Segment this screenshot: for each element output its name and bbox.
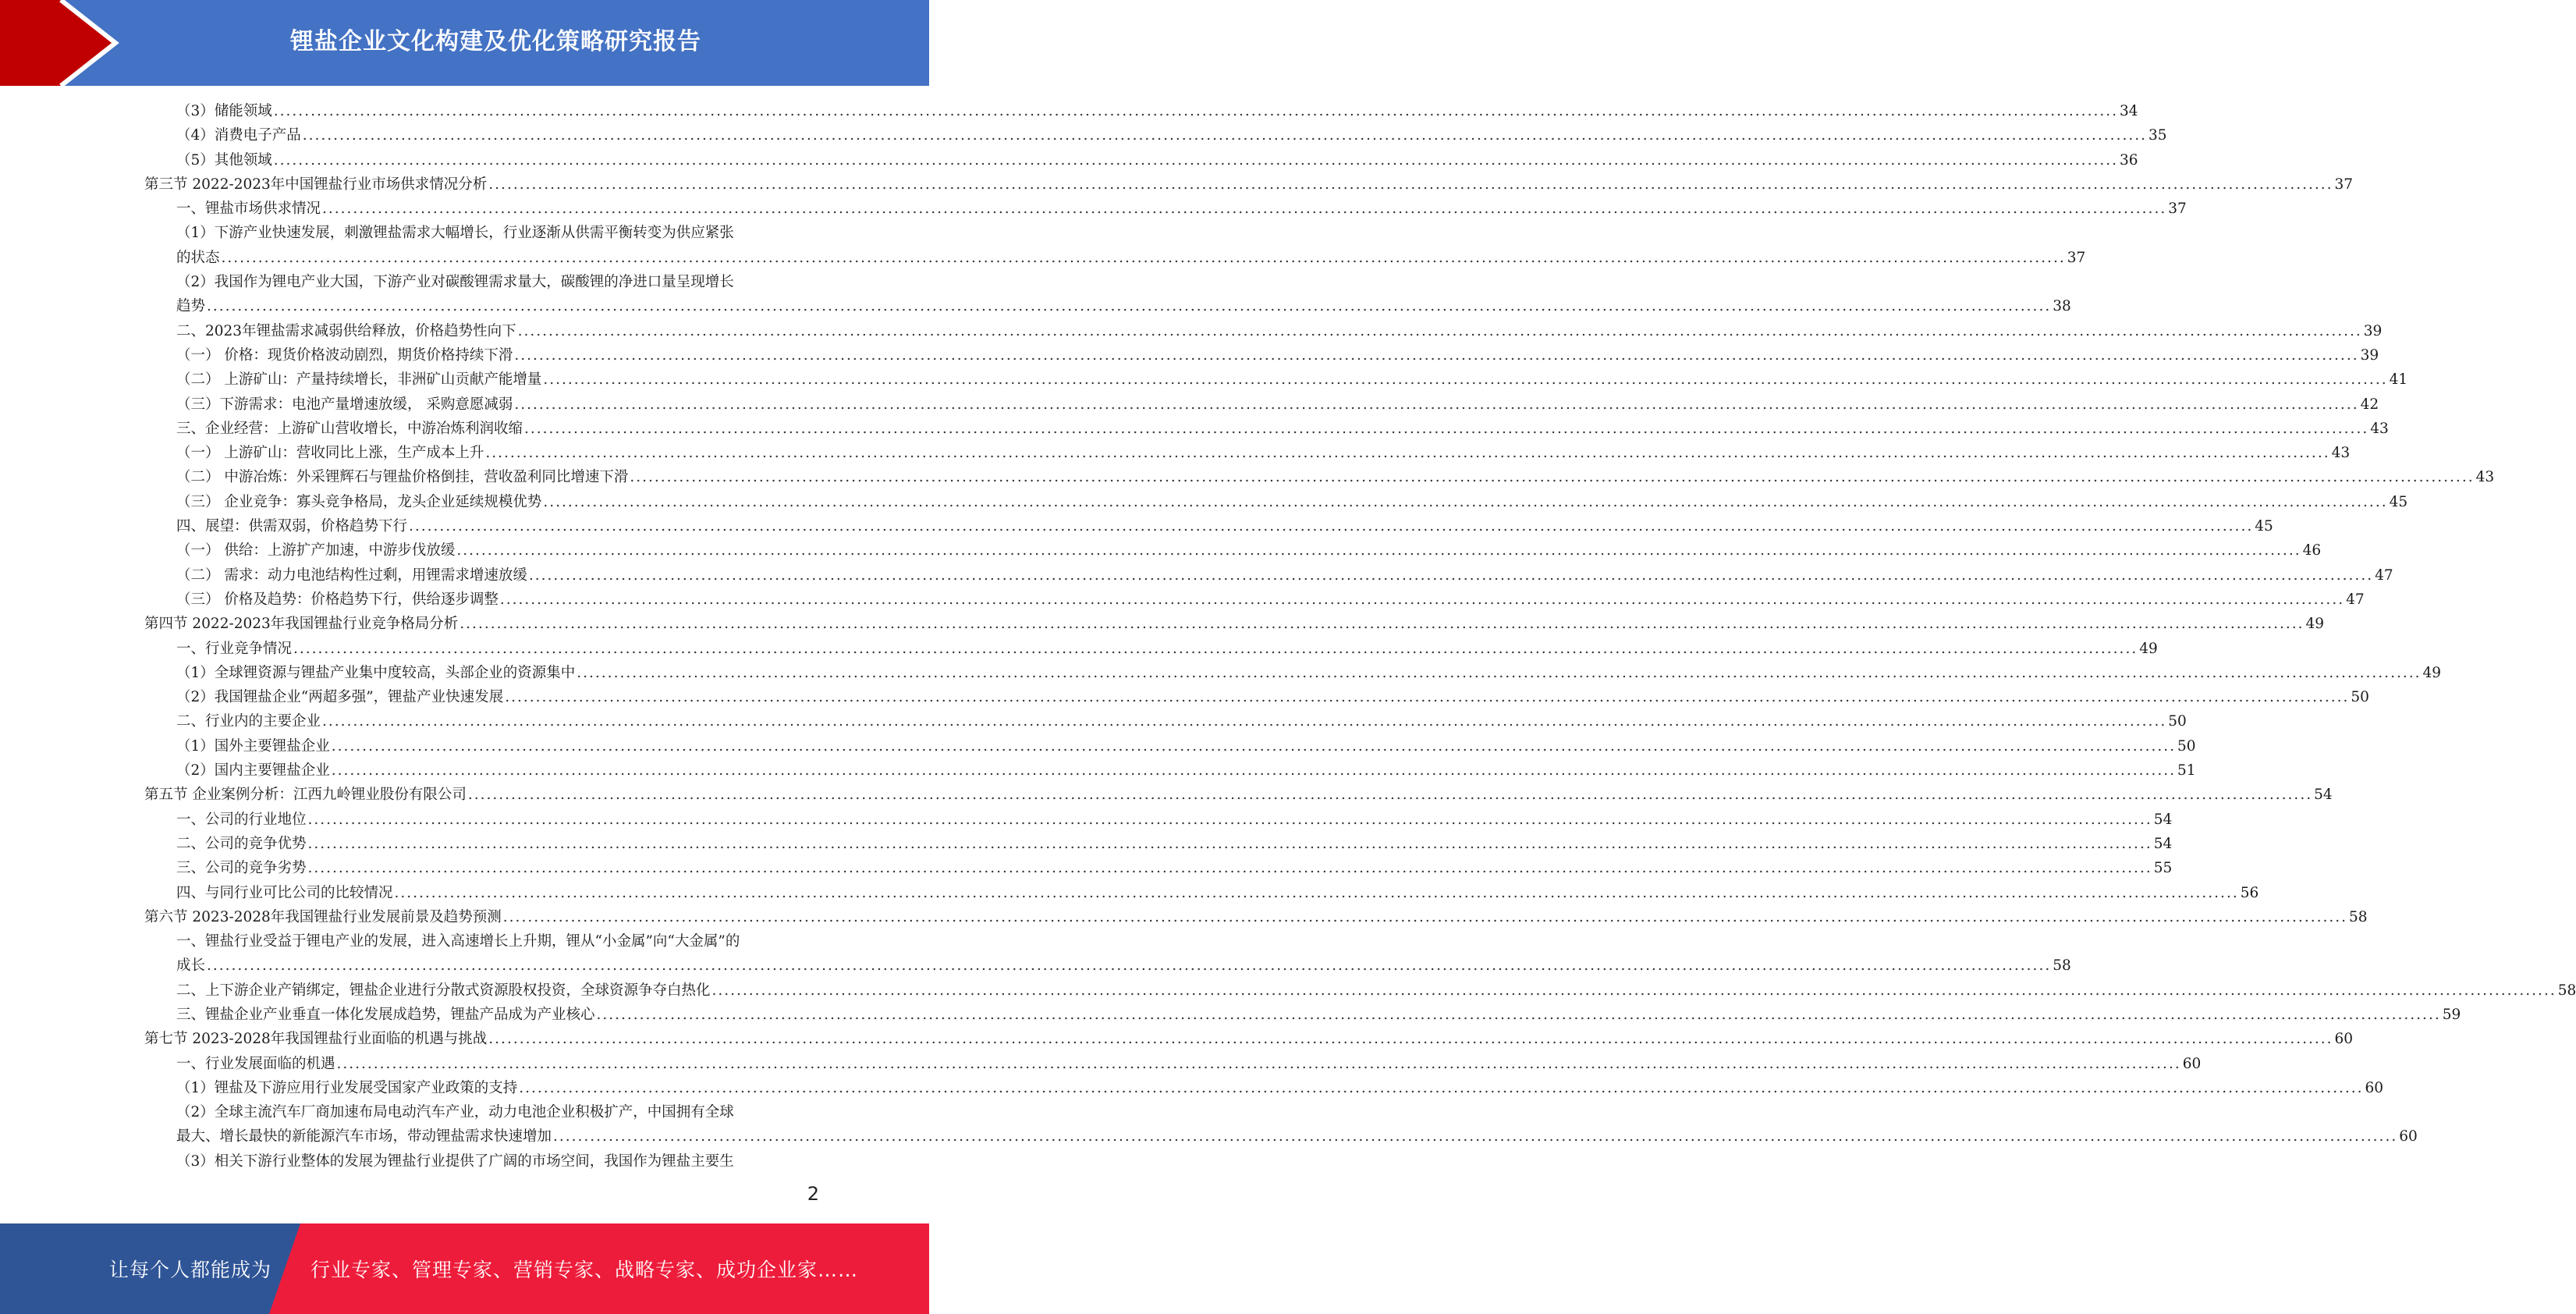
toc-entry-text: 第三节 2022-2023年中国锂盐行业市场供求情况分析 bbox=[144, 176, 488, 193]
toc-entry[interactable] bbox=[144, 1149, 818, 1174]
toc-entry[interactable] bbox=[144, 490, 2408, 514]
toc-dot-leader: ............................................................................................................................................................................................................................................................................................................ bbox=[331, 737, 2176, 755]
toc-entry-text: （1）全球锂资源与锂盐产业集中度较高，头部企业的资源集中 bbox=[176, 664, 576, 681]
toc-entry[interactable] bbox=[144, 270, 2071, 319]
toc-entry-line bbox=[176, 588, 2365, 612]
toc-dot-leader: ............................................................................................................................................................................................................................................................................................................ bbox=[711, 982, 2556, 999]
toc-entry-text: 四、展望：供需双弱，价格趋势下行 bbox=[176, 518, 408, 535]
toc-entry-line bbox=[176, 758, 2196, 783]
toc-entry-page-number: 43 bbox=[2475, 469, 2495, 486]
toc-dot-leader: ............................................................................................................................................................................................................................................................................................................ bbox=[331, 762, 2176, 780]
toc-entry-text: 二、行业内的主要企业 bbox=[176, 713, 321, 730]
toc-dot-leader: ............................................................................................................................................................................................................................................................................................................ bbox=[485, 445, 2330, 462]
toc-entry-text: （2）国内主要锂盐企业 bbox=[176, 762, 330, 780]
toc-dot-leader: ............................................................................................................................................................................................................................................................................................................ bbox=[517, 322, 2362, 339]
toc-entry-page-number: 43 bbox=[2370, 420, 2389, 437]
toc-entry-page-number: 55 bbox=[2153, 860, 2173, 877]
toc-entry-text: 一、行业竞争情况 bbox=[176, 640, 293, 657]
toc-entry-text-first-line: （3）相关下游行业整体的发展为锂盐行业提供了广阔的市场空间，我国作为锂盐主要生 bbox=[176, 1152, 734, 1170]
toc-entry[interactable] bbox=[144, 1076, 2384, 1100]
toc-entry-page-number: 39 bbox=[2360, 346, 2379, 364]
toc-entry[interactable] bbox=[144, 148, 2138, 172]
toc-entry-line bbox=[144, 905, 2368, 929]
table-of-contents bbox=[144, 99, 2576, 1174]
toc-entry[interactable] bbox=[144, 465, 2495, 489]
toc-entry-line bbox=[176, 392, 2379, 417]
toc-entry-text-first-line: （1）下游产业快速发展，刺激锂盐需求大幅增长，行业逐渐从供需平衡转变为供应紧张 bbox=[176, 225, 734, 242]
toc-entry-line bbox=[176, 319, 2383, 343]
toc-entry-page-number: 50 bbox=[2168, 713, 2187, 730]
toc-entry-line bbox=[176, 123, 2167, 147]
toc-entry-line bbox=[176, 514, 2273, 538]
toc-entry[interactable] bbox=[144, 709, 2187, 733]
toc-dot-leader: ............................................................................................................................................................................................................................................................................................................ bbox=[528, 566, 2374, 584]
toc-entry-line bbox=[176, 417, 2389, 441]
toc-entry[interactable] bbox=[144, 856, 2173, 880]
page-footer bbox=[0, 1223, 929, 1314]
toc-entry-line bbox=[176, 685, 2369, 709]
toc-entry-line bbox=[176, 490, 2408, 514]
toc-entry[interactable] bbox=[144, 1052, 2202, 1076]
toc-entry-text: 二、上下游企业产销绑定，锂盐企业进行分散式资源股权投资，全球资源争夺白热化 bbox=[176, 982, 711, 999]
toc-dot-leader: ............................................................................................................................................................................................................................................................................................................ bbox=[499, 591, 2345, 608]
toc-entry-text: （1）锂盐及下游应用行业发展受国家产业政策的支持 bbox=[176, 1079, 518, 1096]
toc-entry[interactable] bbox=[144, 221, 2086, 270]
toc-entry-line bbox=[176, 978, 2576, 1003]
toc-entry[interactable] bbox=[144, 1100, 2418, 1149]
toc-dot-leader: ............................................................................................................................................................................................................................................................................................................ bbox=[459, 616, 2305, 633]
toc-entry-page-number: 54 bbox=[2314, 787, 2333, 804]
toc-dot-leader: ............................................................................................................................................................................................................................................................................................................ bbox=[207, 957, 2052, 975]
toc-entry-text-first-line: （2）我国作为锂电产业大国，下游产业对碳酸锂需求量大，碳酸锂的净进口量呈现增长 bbox=[176, 274, 734, 291]
toc-dot-leader: ............................................................................................................................................................................................................................................................................................................ bbox=[302, 127, 2147, 144]
toc-entry[interactable] bbox=[144, 123, 2167, 147]
toc-entry-text: （1）国外主要锂盐企业 bbox=[176, 737, 330, 755]
toc-entry-line bbox=[176, 465, 2495, 489]
toc-entry-text: 的状态 bbox=[176, 249, 220, 266]
toc-entry-line bbox=[176, 856, 2173, 880]
toc-entry[interactable] bbox=[144, 1003, 2461, 1027]
toc-entry[interactable] bbox=[144, 538, 2322, 563]
toc-dot-leader: ............................................................................................................................................................................................................................................................................................................ bbox=[307, 835, 2152, 852]
toc-entry-text: （三） 价格及趋势：价格趋势下行，供给逐步调整 bbox=[176, 591, 499, 608]
toc-entry-text: 三、锂盐企业产业垂直一体化发展成趋势，锂盐产品成为产业核心 bbox=[176, 1006, 595, 1023]
toc-entry[interactable] bbox=[144, 343, 2379, 368]
toc-entry-line bbox=[176, 734, 2196, 758]
toc-entry[interactable] bbox=[144, 588, 2365, 612]
toc-entry-line bbox=[176, 294, 2071, 318]
toc-entry[interactable] bbox=[144, 197, 2187, 221]
toc-dot-leader: ............................................................................................................................................................................................................................................................................................................ bbox=[336, 1055, 2181, 1072]
toc-entry-page-number: 46 bbox=[2302, 542, 2322, 559]
toc-entry-page-number: 39 bbox=[2363, 322, 2383, 339]
toc-entry-text: 第七节 2023-2028年我国锂盐行业面临的机遇与挑战 bbox=[144, 1031, 488, 1048]
toc-dot-leader: ............................................................................................................................................................................................................................................................................................................ bbox=[519, 1079, 2364, 1096]
toc-entry-line bbox=[176, 246, 2086, 270]
toc-entry-line bbox=[176, 197, 2187, 221]
toc-entry-line bbox=[144, 1027, 2354, 1051]
toc-entry[interactable] bbox=[144, 417, 2389, 441]
toc-entry-line bbox=[176, 661, 2442, 685]
toc-entry-page-number: 45 bbox=[2389, 493, 2408, 510]
toc-entry-line bbox=[176, 368, 2408, 392]
toc-entry-page-number: 43 bbox=[2331, 445, 2351, 462]
toc-entry-page-number: 54 bbox=[2153, 835, 2173, 852]
toc-entry-line bbox=[176, 881, 2259, 905]
toc-entry-text: （4）消费电子产品 bbox=[176, 127, 301, 144]
toc-entry[interactable] bbox=[144, 929, 2071, 978]
toc-entry[interactable] bbox=[144, 905, 2368, 929]
toc-dot-leader: ............................................................................................................................................................................................................................................................................................................ bbox=[514, 346, 2359, 364]
toc-entry-text: 成长 bbox=[176, 957, 206, 975]
toc-entry[interactable] bbox=[144, 368, 2408, 392]
toc-entry-text: 一、锂盐市场供求情况 bbox=[176, 201, 321, 218]
toc-dot-leader: ............................................................................................................................................................................................................................................................................................................ bbox=[221, 249, 2066, 266]
toc-entry-page-number: 60 bbox=[2334, 1031, 2354, 1048]
toc-entry[interactable] bbox=[144, 978, 2576, 1003]
toc-entry-line bbox=[144, 783, 2333, 807]
toc-entry-page-number: 56 bbox=[2240, 884, 2259, 901]
toc-dot-leader: ............................................................................................................................................................................................................................................................................................................ bbox=[630, 469, 2475, 486]
toc-entry[interactable] bbox=[144, 319, 2383, 343]
toc-dot-leader: ............................................................................................................................................................................................................................................................................................................ bbox=[596, 1006, 2441, 1023]
toc-entry-line bbox=[176, 441, 2351, 465]
toc-entry-line bbox=[176, 99, 2138, 123]
toc-entry-text-first-line: （2）全球主流汽车厂商加速布局电动汽车产业，动力电池企业积极扩产，中国拥有全球 bbox=[176, 1104, 734, 1121]
toc-entry-page-number: 42 bbox=[2360, 396, 2379, 413]
toc-entry-page-number: 36 bbox=[2119, 151, 2138, 169]
toc-entry[interactable] bbox=[144, 808, 2173, 832]
toc-entry-page-number: 58 bbox=[2053, 957, 2071, 975]
toc-entry-page-number: 58 bbox=[2348, 908, 2368, 925]
toc-dot-leader: ............................................................................................................................................................................................................................................................................................................ bbox=[577, 664, 2422, 681]
toc-entry-line bbox=[176, 832, 2173, 856]
toc-entry-page-number: 41 bbox=[2389, 371, 2408, 389]
toc-entry-line bbox=[144, 172, 2354, 197]
toc-entry-text-first-line: 一、锂盐行业受益于锂电产业的发展，进入高速增长上升期，锂从“小金属”向“大金属”的 bbox=[176, 933, 740, 950]
toc-dot-leader: ............................................................................................................................................................................................................................................................................................................ bbox=[273, 151, 2118, 169]
toc-dot-leader: ............................................................................................................................................................................................................................................................................................................ bbox=[467, 787, 2313, 804]
toc-entry[interactable] bbox=[144, 392, 2379, 417]
toc-entry-page-number: 37 bbox=[2067, 249, 2086, 266]
toc-entry-text: 二、2023年锂盐需求减弱供给释放，价格趋势性向下 bbox=[176, 322, 516, 339]
toc-dot-leader: ............................................................................................................................................................................................................................................................................................................ bbox=[394, 884, 2239, 901]
toc-entry-line bbox=[176, 1124, 2418, 1149]
toc-entry-text: 一、公司的行业地位 bbox=[176, 811, 307, 828]
toc-dot-leader: ............................................................................................................................................................................................................................................................................................................ bbox=[488, 176, 2333, 193]
toc-entry-line bbox=[176, 637, 2158, 661]
toc-dot-leader: ............................................................................................................................................................................................................................................................................................................ bbox=[307, 860, 2152, 877]
toc-dot-leader: ............................................................................................................................................................................................................................................................................................................ bbox=[553, 1128, 2398, 1145]
toc-entry-page-number: 58 bbox=[2557, 982, 2576, 999]
toc-entry-text: 一、行业发展面临的机遇 bbox=[176, 1055, 335, 1072]
toc-dot-leader: ............................................................................................................................................................................................................................................................................................................ bbox=[456, 542, 2301, 559]
footer-slogan-left: 让每个人都能成为 bbox=[109, 1259, 272, 1281]
toc-dot-leader: ............................................................................................................................................................................................................................................................................................................ bbox=[505, 689, 2350, 706]
toc-entry-page-number: 50 bbox=[2351, 689, 2369, 706]
toc-entry-text: （一） 上游矿山：营收同比上涨，生产成本上升 bbox=[176, 445, 484, 462]
toc-entry-text: （二） 需求：动力电池结构性过剩，用锂需求增速放缓 bbox=[176, 566, 527, 584]
toc-entry[interactable] bbox=[144, 637, 2158, 661]
toc-entry-line bbox=[176, 709, 2187, 733]
toc-entry-text: （5）其他领域 bbox=[176, 151, 272, 169]
toc-entry-page-number: 50 bbox=[2177, 737, 2196, 755]
toc-entry-text: （3）储能领域 bbox=[176, 103, 272, 119]
toc-entry[interactable] bbox=[144, 99, 2138, 123]
toc-entry-page-number: 51 bbox=[2177, 762, 2196, 780]
toc-entry-page-number: 37 bbox=[2334, 176, 2354, 193]
toc-entry[interactable] bbox=[144, 1027, 2354, 1051]
toc-entry-line bbox=[176, 1052, 2202, 1076]
toc-entry-page-number: 49 bbox=[2422, 664, 2442, 681]
toc-entry-page-number: 60 bbox=[2182, 1055, 2202, 1072]
toc-entry-text: 第四节 2022-2023年我国锂盐行业竞争格局分析 bbox=[144, 616, 459, 633]
footer-slogan-right: 行业专家、管理专家、营销专家、战略专家、成功企业家…… bbox=[310, 1259, 859, 1281]
toc-entry[interactable] bbox=[144, 612, 2325, 636]
toc-entry-page-number: 49 bbox=[2139, 640, 2158, 657]
toc-dot-leader: ............................................................................................................................................................................................................................................................................................................ bbox=[322, 201, 2167, 218]
toc-dot-leader: ............................................................................................................................................................................................................................................................................................................ bbox=[322, 713, 2167, 730]
toc-entry-text: （二） 中游冶炼：外采锂辉石与锂盐价格倒挂，营收盈利同比增速下滑 bbox=[176, 469, 629, 486]
toc-entry-page-number: 47 bbox=[2375, 566, 2393, 584]
toc-entry-text: （2）我国锂盐企业“两超多强”，锂盐产业快速发展 bbox=[176, 689, 504, 706]
toc-entry-page-number: 60 bbox=[2399, 1128, 2418, 1145]
toc-entry-text: 第六节 2023-2028年我国锂盐行业发展前景及趋势预测 bbox=[144, 908, 502, 925]
toc-entry-page-number: 49 bbox=[2305, 616, 2325, 633]
toc-entry-line bbox=[176, 808, 2173, 832]
toc-entry-page-number: 60 bbox=[2365, 1079, 2384, 1096]
toc-entry-text: 四、与同行业可比公司的比较情况 bbox=[176, 884, 393, 901]
toc-dot-leader: ............................................................................................................................................................................................................................................................................................................ bbox=[409, 518, 2254, 535]
toc-entry-text: （二） 上游矿山：产量持续增长，非洲矿山贡献产能增量 bbox=[176, 371, 542, 389]
toc-entry-page-number: 54 bbox=[2153, 811, 2173, 828]
toc-entry-text: 第五节 企业案例分析：江西九岭锂业股份有限公司 bbox=[144, 787, 467, 804]
toc-entry[interactable] bbox=[144, 441, 2351, 465]
toc-entry[interactable] bbox=[144, 661, 2442, 685]
toc-entry-line bbox=[176, 538, 2322, 563]
toc-entry[interactable] bbox=[144, 734, 2196, 758]
toc-dot-leader: ............................................................................................................................................................................................................................................................................................................ bbox=[293, 640, 2138, 657]
toc-entry-page-number: 45 bbox=[2255, 518, 2273, 535]
page-header bbox=[0, 0, 929, 86]
toc-dot-leader: ............................................................................................................................................................................................................................................................................................................ bbox=[514, 396, 2359, 413]
toc-entry[interactable] bbox=[144, 881, 2259, 905]
toc-entry-page-number: 47 bbox=[2346, 591, 2365, 608]
toc-entry-text: 三、企业经营：上游矿山营收增长，中游冶炼利润收缩 bbox=[176, 420, 523, 437]
toc-entry[interactable] bbox=[144, 563, 2393, 588]
toc-entry-text: 二、公司的竞争优势 bbox=[176, 835, 307, 852]
toc-entry[interactable] bbox=[144, 783, 2333, 807]
toc-dot-leader: ............................................................................................................................................................................................................................................................................................................ bbox=[273, 103, 2118, 119]
toc-entry-line bbox=[176, 343, 2379, 368]
toc-entry-line bbox=[176, 954, 2071, 978]
toc-entry[interactable] bbox=[144, 172, 2354, 197]
toc-dot-leader: ............................................................................................................................................................................................................................................................................................................ bbox=[543, 371, 2388, 389]
toc-entry-page-number: 34 bbox=[2119, 103, 2138, 119]
toc-entry-line bbox=[176, 1003, 2461, 1027]
toc-entry-text: 三、公司的竞争劣势 bbox=[176, 860, 307, 877]
toc-entry-text: 最大、增长最快的新能源汽车市场，带动锂盐需求快速增加 bbox=[176, 1128, 552, 1145]
toc-dot-leader: ............................................................................................................................................................................................................................................................................................................ bbox=[543, 493, 2388, 510]
toc-entry-line bbox=[176, 1076, 2384, 1100]
page-number: 2 bbox=[807, 1183, 819, 1205]
toc-entry-page-number: 59 bbox=[2442, 1006, 2461, 1023]
toc-entry-text: 趋势 bbox=[176, 298, 206, 315]
toc-entry[interactable] bbox=[144, 514, 2273, 538]
toc-dot-leader: ............................................................................................................................................................................................................................................................................................................ bbox=[488, 1031, 2333, 1048]
toc-entry-text: （一） 供给：上游扩产加速，中游步伐放缓 bbox=[176, 542, 456, 559]
toc-entry-line bbox=[176, 563, 2393, 588]
toc-entry-page-number: 38 bbox=[2053, 298, 2071, 315]
toc-entry-text: （三） 企业竞争：寡头竞争格局，龙头企业延续规模优势 bbox=[176, 493, 542, 510]
document-title: 锂盐企业文化构建及优化策略研究报告 bbox=[290, 28, 701, 55]
toc-dot-leader: ............................................................................................................................................................................................................................................................................................................ bbox=[502, 908, 2347, 925]
toc-dot-leader: ............................................................................................................................................................................................................................................................................................................ bbox=[307, 811, 2152, 828]
toc-entry-text: （一） 价格：现货价格波动剧烈，期货价格持续下滑 bbox=[176, 346, 513, 364]
toc-entry[interactable] bbox=[144, 832, 2173, 856]
toc-entry-page-number: 35 bbox=[2148, 127, 2167, 144]
toc-entry[interactable] bbox=[144, 758, 2196, 783]
toc-entry-line bbox=[144, 612, 2325, 636]
toc-entry[interactable] bbox=[144, 685, 2369, 709]
toc-entry-text: （三）下游需求：电池产量增速放缓， 采购意愿减弱 bbox=[176, 396, 513, 413]
toc-dot-leader: ............................................................................................................................................................................................................................................................................................................ bbox=[524, 420, 2369, 437]
toc-entry-page-number: 37 bbox=[2168, 201, 2187, 218]
toc-dot-leader: ............................................................................................................................................................................................................................................................................................................ bbox=[207, 298, 2052, 315]
toc-entry-line bbox=[176, 148, 2138, 172]
